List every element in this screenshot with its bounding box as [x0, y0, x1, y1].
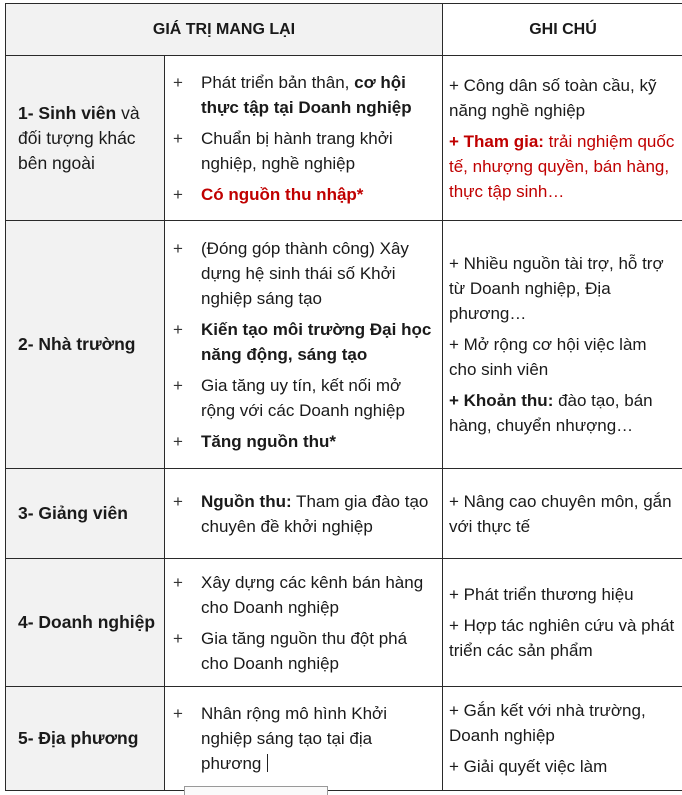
value-item [173, 126, 436, 176]
value-item [173, 570, 436, 620]
value-item [173, 182, 436, 207]
value-cell [165, 687, 443, 791]
value-text: Gia tăng nguồn thu đột phá cho Doanh nghiệp [201, 626, 436, 676]
stakeholder-cell [6, 221, 165, 469]
plus-marker: + [173, 701, 201, 776]
value-text: Xây dựng các kênh bán hàng cho Doanh nghiệp [201, 570, 436, 620]
table-row-dia-phuong [6, 687, 682, 791]
value-item [173, 489, 436, 539]
stakeholder-cell [6, 469, 165, 559]
plus-marker: + [173, 182, 201, 207]
value-text: Gia tăng uy tín, kết nối mở rộng với các Doanh nghiệp [201, 373, 436, 423]
plus-marker: + [173, 489, 201, 539]
note-item: + Công dân số toàn cầu, kỹ năng nghề nghiệp [449, 73, 677, 123]
value-item [173, 317, 436, 367]
plus-marker: + [173, 373, 201, 423]
note-item: + Hợp tác nghiên cứu và phát triển các sản phẩm [449, 613, 677, 663]
note-cell [443, 469, 682, 559]
note-label: + Tham gia: [449, 132, 544, 151]
value-text-bold: Tăng nguồn thu* [201, 432, 336, 451]
value-cell [165, 559, 443, 687]
value-cell [165, 56, 443, 221]
note-item: + Nhiều nguồn tài trợ, hỗ trợ từ Doanh nghiệp, Địa phương… [449, 251, 677, 326]
value-cell [165, 469, 443, 559]
value-text: (Đóng góp thành công) Xây dựng hệ sinh thái số Khởi nghiệp sáng tạo [201, 236, 436, 311]
stakeholder-cell [6, 559, 165, 687]
value-item [173, 70, 436, 120]
plus-marker: + [173, 126, 201, 176]
value-item [173, 429, 436, 454]
value-text-bold: Nguồn thu: [201, 492, 292, 511]
note-item: + Nâng cao chuyên môn, gắn với thực tế [449, 489, 677, 539]
stakeholder-name: 3- Giảng viên [18, 503, 128, 523]
note-label: + Khoản thu: [449, 391, 553, 410]
header-row [6, 4, 682, 56]
note-item [449, 388, 677, 438]
stakeholder-name: 1- Sinh viên [18, 103, 116, 123]
header-note: GHI CHÚ [443, 4, 682, 56]
value-text: Phát triển bản thân, [201, 73, 354, 92]
stakeholder-cell [6, 687, 165, 791]
value-item [173, 701, 436, 776]
text-cursor [267, 754, 268, 772]
plus-marker: + [173, 429, 201, 454]
value-text-bold: Kiến tạo môi trường Đại học năng động, sáng tạo [201, 320, 431, 364]
plus-marker: + [173, 236, 201, 311]
note-cell [443, 687, 682, 791]
value-item [173, 236, 436, 311]
plus-marker: + [173, 70, 201, 120]
note-item: + Phát triển thương hiệu [449, 582, 677, 607]
stakeholder-cell [6, 56, 165, 221]
plus-marker: + [173, 626, 201, 676]
stakeholder-name: 2- Nhà trường [18, 334, 135, 354]
note-item [449, 129, 677, 204]
note-cell [443, 221, 682, 469]
header-value: GIÁ TRỊ MANG LẠI [6, 4, 443, 56]
value-table [5, 3, 682, 791]
stakeholder-desc: và đối tượng khác bên ngoài [18, 103, 140, 173]
value-text[interactable]: Nhân rộng mô hình Khởi nghiệp sáng tạo tại địa phương [201, 704, 387, 773]
note-item: + Gắn kết với nhà trường, Doanh nghiệp [449, 698, 677, 748]
table-row-doanh-nghiep [6, 559, 682, 687]
table-row-nha-truong [6, 221, 682, 469]
value-text: Tham gia đào tạo chuyên đề khởi nghiệp [201, 492, 428, 536]
note-text: trải nghiệm quốc tế, nhượng quyền, bán hàng, thực tập sinh… [449, 132, 674, 201]
value-text-bold: cơ hội thực tập tại Doanh nghiệp [201, 73, 412, 117]
note-item: + Giải quyết việc làm [449, 754, 677, 779]
note-item: + Mở rộng cơ hội việc làm cho sinh viên [449, 332, 677, 382]
value-item [173, 626, 436, 676]
plus-marker: + [173, 570, 201, 620]
table-row-sinh-vien [6, 56, 682, 221]
stakeholder-name: 4- Doanh nghiệp [18, 612, 155, 632]
value-cell [165, 221, 443, 469]
value-text: Chuẩn bị hành trang khởi nghiệp, nghề nghiệp [201, 126, 436, 176]
note-cell [443, 559, 682, 687]
plus-marker: + [173, 317, 201, 367]
table-row-giang-vien [6, 469, 682, 559]
value-item [173, 373, 436, 423]
value-text-highlight: Có nguồn thu nhập* [201, 185, 363, 204]
note-cell [443, 56, 682, 221]
stakeholder-name: 5- Địa phương [18, 728, 138, 748]
note-text: đào tạo, bán hàng, chuyển nhượng… [449, 391, 653, 435]
